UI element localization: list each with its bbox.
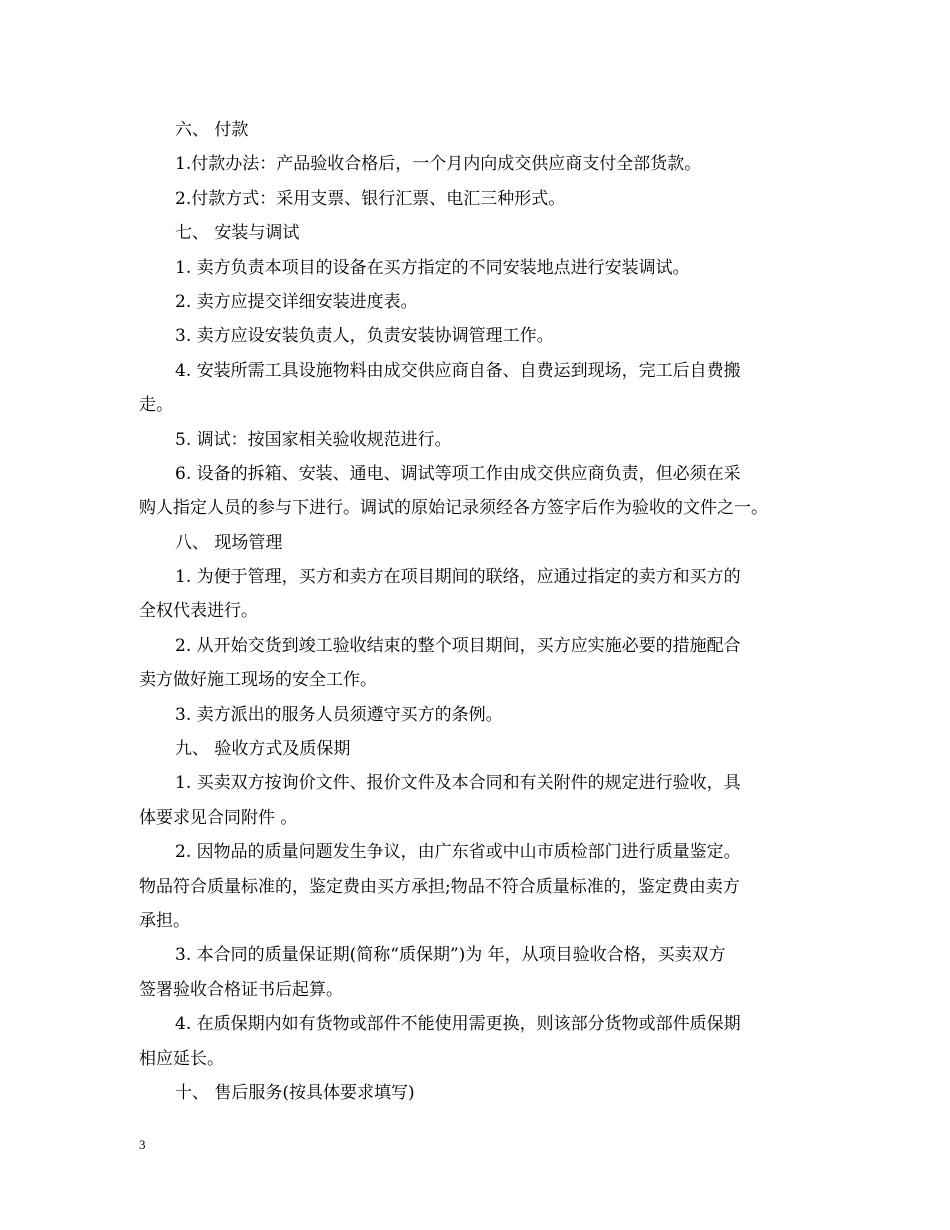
text-line: 1.付款办法：产品验收合格后，一个月内向成交供应商支付全部货款。 bbox=[175, 154, 702, 175]
text-line: 购人指定人员的参与下进行。调试的原始记录须经各方签字后作为验收的文件之一。 bbox=[139, 498, 768, 519]
text-line: 3. 卖方应设安装负责人，负责安装协调管理工作。 bbox=[175, 326, 554, 347]
text-line: 1. 为便于管理，买方和卖方在项目期间的联络，应通过指定的卖方和买方的 bbox=[175, 567, 741, 588]
text-line: 2. 从开始交货到竣工验收结束的整个项目期间，买方应实施必要的措施配合 bbox=[175, 635, 741, 656]
text-line: 5. 调试：按国家相关验收规范进行。 bbox=[175, 429, 452, 450]
page-number: 3 bbox=[139, 1137, 146, 1152]
text-line: 八、 现场管理 bbox=[175, 532, 283, 553]
text-line: 2.付款方式：采用支票、银行汇票、电汇三种形式。 bbox=[175, 188, 566, 209]
text-line: 全权代表进行。 bbox=[139, 601, 258, 622]
text-line: 承担。 bbox=[139, 910, 190, 931]
text-line: 4. 安装所需工具设施物料由成交供应商自备、自费运到现场，完工后自费搬 bbox=[175, 360, 741, 381]
text-line: 相应延长。 bbox=[139, 1048, 224, 1069]
document-body bbox=[139, 113, 829, 1110]
text-line: 九、 验收方式及质保期 bbox=[175, 739, 351, 760]
text-line: 1. 买卖双方按询价文件、报价文件及本合同和有关附件的规定进行验收，具 bbox=[175, 773, 741, 794]
text-line: 2. 因物品的质量问题发生争议，由广东省或中山市质检部门进行质量鉴定。 bbox=[175, 842, 741, 863]
text-line: 6. 设备的拆箱、安装、通电、调试等项工作由成交供应商负责，但必须在采 bbox=[175, 463, 741, 484]
text-line: 2. 卖方应提交详细安装进度表。 bbox=[175, 291, 418, 312]
text-line: 3. 卖方派出的服务人员须遵守买方的条例。 bbox=[175, 704, 503, 725]
text-line: 体要求见合同附件 。 bbox=[139, 807, 298, 828]
text-line: 十、 售后服务(按具体要求填写) bbox=[175, 1082, 415, 1103]
text-line: 七、 安装与调试 bbox=[175, 223, 300, 244]
text-line: 卖方做好施工现场的安全工作。 bbox=[139, 670, 377, 691]
text-line: 3. 本合同的质量保证期(简称“质保期”)为 年，从项目验收合格，买卖双方 bbox=[175, 945, 726, 966]
text-line: 1. 卖方负责本项目的设备在买方指定的不同安装地点进行安装调试。 bbox=[175, 257, 690, 278]
text-line: 4. 在质保期内如有货物或部件不能使用需更换，则该部分货物或部件质保期 bbox=[175, 1014, 741, 1035]
text-line: 物品符合质量标准的，鉴定费由买方承担;物品不符合质量标准的，鉴定费由卖方 bbox=[139, 876, 740, 897]
text-line: 六、 付款 bbox=[175, 120, 249, 140]
text-line: 走。 bbox=[139, 395, 173, 416]
text-line: 签署验收合格证书后起算。 bbox=[139, 979, 343, 1000]
